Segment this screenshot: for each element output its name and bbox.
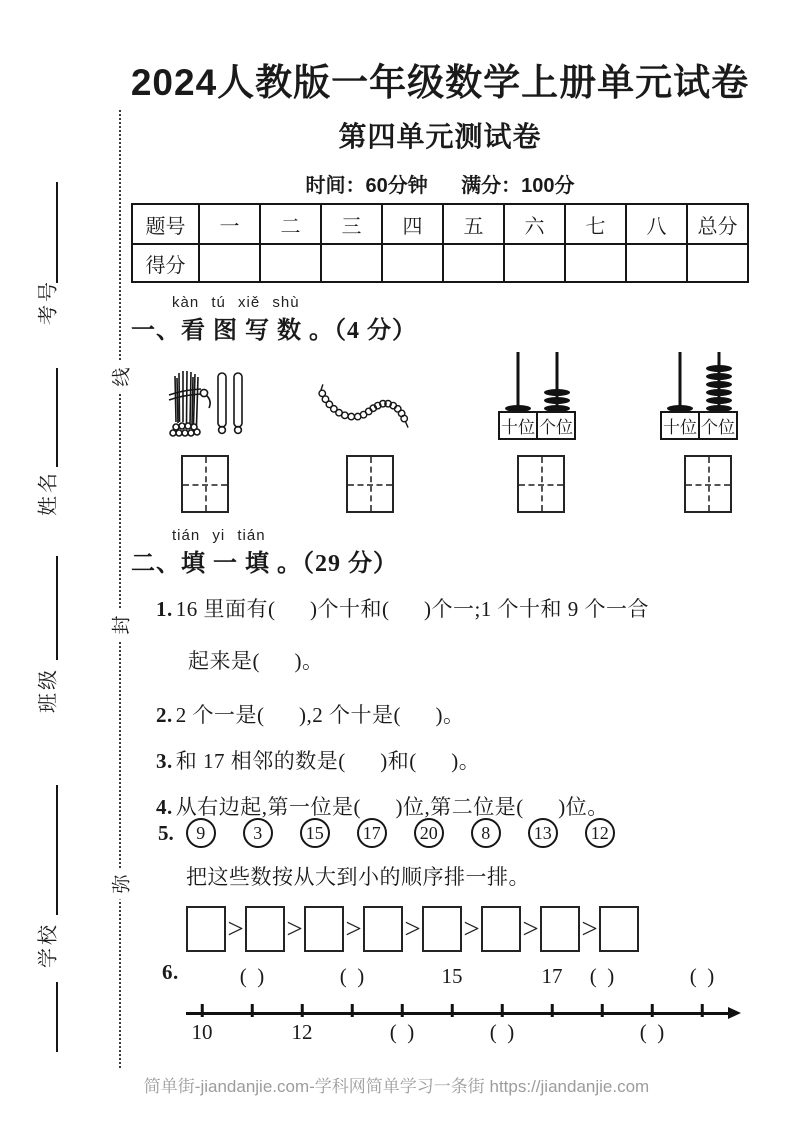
score-col-header: 一 bbox=[199, 204, 260, 244]
question-6-number: 6. bbox=[162, 960, 179, 984]
tick-above-label: 17 bbox=[541, 964, 563, 988]
seal-char-mi: 弥 bbox=[106, 868, 135, 899]
question-3-number: 3. bbox=[156, 749, 173, 773]
number-line bbox=[186, 1012, 730, 1015]
abacus-illustration bbox=[660, 352, 738, 440]
greater-than-sign: > bbox=[522, 913, 539, 945]
tick-above-label: 15 bbox=[441, 964, 463, 988]
question-4-text: 从右边起,第一位是( )位,第二位是( )位。 bbox=[175, 795, 609, 819]
score-col-header: 总分 bbox=[687, 204, 748, 244]
time-score-info: 时间：60分钟 满分：100分 bbox=[305, 175, 575, 197]
circled-number: 9 bbox=[186, 818, 216, 848]
answer-box bbox=[304, 906, 344, 952]
circled-number: 20 bbox=[414, 818, 444, 848]
abacus-bead bbox=[706, 365, 732, 372]
score-col-header: 八 bbox=[626, 204, 687, 244]
question-5-number: 5. bbox=[158, 820, 174, 845]
number-line-tick bbox=[451, 1004, 454, 1017]
school-label: 学校 bbox=[37, 922, 60, 968]
number-line-tick bbox=[601, 1004, 604, 1017]
watermark: 简单街-jiandanjie.com-学科网简单学习一条街 https://jiandanjie.com bbox=[143, 1077, 650, 1096]
number-line-tick bbox=[401, 1004, 404, 1017]
score-cell bbox=[260, 244, 321, 282]
tick-below-label: ( ) bbox=[639, 1020, 665, 1044]
circled-number: 17 bbox=[357, 818, 387, 848]
writing-box bbox=[346, 455, 394, 513]
tick-above-label: ( ) bbox=[589, 964, 615, 988]
tick-below-label: 12 bbox=[291, 1020, 313, 1044]
exam-number-label: 考号 bbox=[37, 279, 60, 325]
abacus-bead bbox=[706, 397, 732, 404]
score-row-label: 得分 bbox=[132, 244, 199, 282]
tick-above-label: ( ) bbox=[339, 964, 365, 988]
circled-number: 15 bbox=[300, 818, 330, 848]
number-line-tick bbox=[651, 1004, 654, 1017]
score-cell bbox=[321, 244, 382, 282]
writing-box bbox=[181, 455, 229, 513]
number-line-tick bbox=[201, 1004, 204, 1017]
abacus-bead bbox=[544, 397, 570, 404]
answer-box bbox=[540, 906, 580, 952]
score-cell bbox=[565, 244, 626, 282]
score-cell bbox=[687, 244, 748, 282]
bottom-blank-line bbox=[56, 982, 58, 1052]
writing-box bbox=[517, 455, 565, 513]
question-1-number: 1. bbox=[156, 597, 173, 621]
greater-than-sign: > bbox=[286, 913, 303, 945]
question-4 bbox=[156, 791, 609, 821]
tens-rod bbox=[678, 352, 681, 412]
question-2-text: 2 个一是( ),2 个十是( )。 bbox=[175, 703, 465, 727]
seal-char-feng: 封 bbox=[106, 609, 135, 640]
greater-than-sign: > bbox=[463, 913, 480, 945]
question-5-instruction: 把这些数按从大到小的顺序排一排。 bbox=[186, 865, 530, 889]
answer-box bbox=[599, 906, 639, 952]
answer-box bbox=[363, 906, 403, 952]
ones-beads bbox=[706, 364, 732, 412]
score-col-header: 四 bbox=[382, 204, 443, 244]
bead-chain-illustration bbox=[310, 372, 410, 438]
number-line-tick bbox=[551, 1004, 554, 1017]
answer-box bbox=[186, 906, 226, 952]
abacus-bead bbox=[706, 381, 732, 388]
question-5 bbox=[158, 818, 642, 848]
score-col-header: 五 bbox=[443, 204, 504, 244]
tick-above-label: ( ) bbox=[689, 964, 715, 988]
number-line-tick bbox=[251, 1004, 254, 1017]
number-line-tick bbox=[701, 1004, 704, 1017]
answer-box bbox=[481, 906, 521, 952]
score-col-header: 六 bbox=[504, 204, 565, 244]
seal-char-line: 线 bbox=[106, 361, 135, 392]
page-title: 2024人教版一年级数学上册单元试卷 bbox=[130, 62, 750, 103]
ones-place-label: 个位 bbox=[698, 411, 738, 440]
score-cell bbox=[626, 244, 687, 282]
score-cell bbox=[504, 244, 565, 282]
question-4-number: 4. bbox=[156, 795, 173, 819]
score-table bbox=[131, 203, 749, 283]
circled-number: 8 bbox=[471, 818, 501, 848]
ordering-boxes-row bbox=[186, 906, 639, 952]
stick-bundle-illustration bbox=[163, 368, 258, 442]
seal-dotted-line bbox=[119, 110, 121, 1068]
section-one-heading: 一、看 图 写 数 。（4 分） bbox=[131, 318, 417, 344]
score-cell bbox=[199, 244, 260, 282]
tick-below-label: ( ) bbox=[489, 1020, 515, 1044]
score-col-header: 七 bbox=[565, 204, 626, 244]
tick-below-label: ( ) bbox=[389, 1020, 415, 1044]
section-two-pinyin: tián yi tián bbox=[172, 527, 266, 544]
score-cell bbox=[382, 244, 443, 282]
class-label: 班级 bbox=[37, 667, 60, 713]
number-line-tick bbox=[301, 1004, 304, 1017]
question-2 bbox=[156, 699, 464, 729]
circled-number: 3 bbox=[243, 818, 273, 848]
score-cell bbox=[443, 244, 504, 282]
answer-box bbox=[245, 906, 285, 952]
greater-than-sign: > bbox=[404, 913, 421, 945]
tick-above-label: ( ) bbox=[239, 964, 265, 988]
abacus-bead bbox=[706, 373, 732, 380]
tens-rod bbox=[516, 352, 519, 412]
section-one-pinyin: kàn tú xiě shù bbox=[172, 294, 300, 311]
tick-below-label: 10 bbox=[191, 1020, 213, 1044]
question-3 bbox=[156, 745, 480, 775]
section-two-heading: 二、填 一 填 。（29 分） bbox=[131, 551, 398, 577]
school-blank-line bbox=[56, 785, 58, 915]
question-1-text: 16 里面有( )个十和( )个一;1 个十和 9 个一合 bbox=[175, 597, 650, 621]
question-3-text: 和 17 相邻的数是( )和( )。 bbox=[175, 749, 481, 773]
circled-number: 12 bbox=[585, 818, 615, 848]
number-line-tick bbox=[351, 1004, 354, 1017]
tens-place-label: 十位 bbox=[660, 411, 700, 440]
page-subtitle: 第四单元测试卷 bbox=[338, 121, 542, 152]
answer-box bbox=[422, 906, 462, 952]
question-1-continued bbox=[188, 645, 324, 675]
score-table-corner: 题号 bbox=[132, 204, 199, 244]
greater-than-sign: > bbox=[581, 913, 598, 945]
question-1-text-line2: 起来是( )。 bbox=[188, 649, 324, 673]
abacus-illustration bbox=[498, 352, 576, 440]
number-line-tick bbox=[501, 1004, 504, 1017]
class-blank-line bbox=[56, 556, 58, 660]
exam-number-blank-line bbox=[56, 182, 58, 283]
number-line-arrow bbox=[728, 1007, 741, 1019]
name-label: 姓名 bbox=[37, 470, 60, 516]
writing-box bbox=[684, 455, 732, 513]
question-1 bbox=[156, 593, 649, 623]
ones-place-label: 个位 bbox=[536, 411, 576, 440]
tens-place-label: 十位 bbox=[498, 411, 538, 440]
score-col-header: 二 bbox=[260, 204, 321, 244]
ones-beads bbox=[544, 388, 570, 412]
abacus-bead bbox=[706, 389, 732, 396]
question-2-number: 2. bbox=[156, 703, 173, 727]
name-blank-line bbox=[56, 368, 58, 467]
circled-number: 13 bbox=[528, 818, 558, 848]
score-col-header: 三 bbox=[321, 204, 382, 244]
greater-than-sign: > bbox=[345, 913, 362, 945]
abacus-bead bbox=[544, 389, 570, 396]
greater-than-sign: > bbox=[227, 913, 244, 945]
